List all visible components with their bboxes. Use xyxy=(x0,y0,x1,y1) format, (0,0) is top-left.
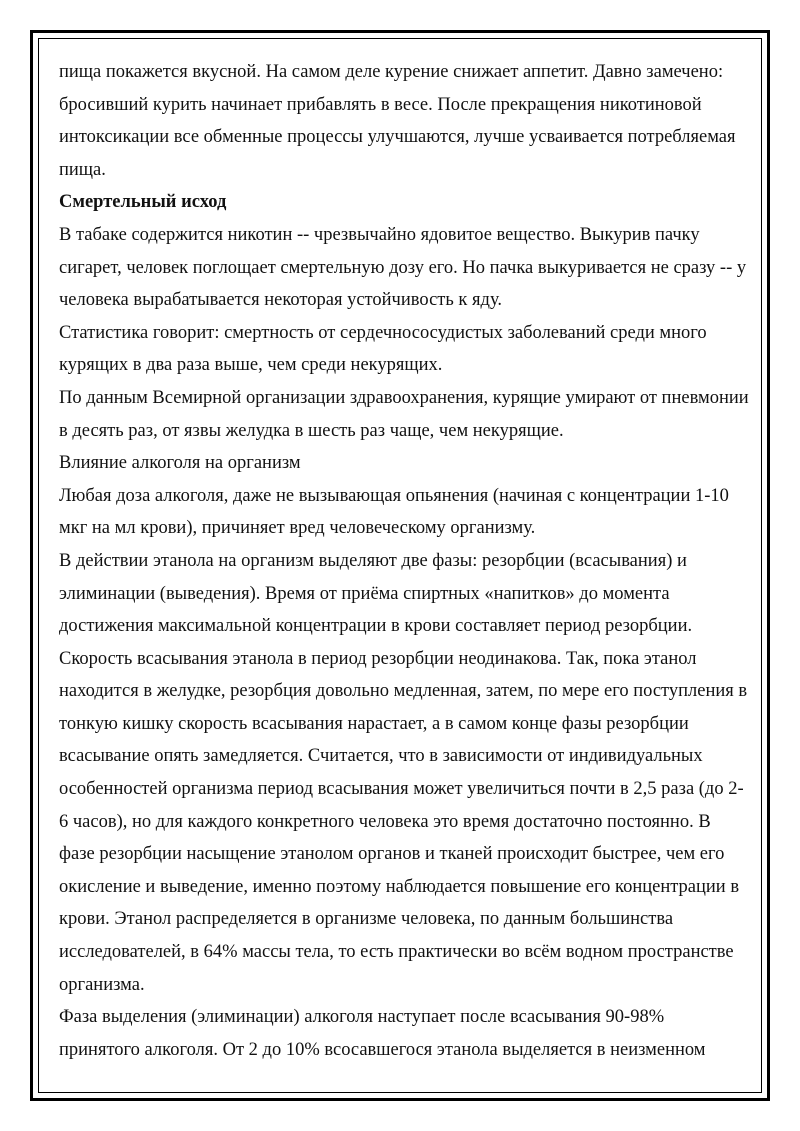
paragraph-appetite: пища покажется вкусной. На самом деле курение снижает аппетит. Давно замечено: бросивший курить начинает прибавлять в весе. После прекращения никотиновой интоксикации все обменные процессы улучшаются, лучше усваивается потребляемая пища. xyxy=(59,62,736,180)
subheading-alcohol-effect: Влияние алкоголя на организм xyxy=(59,453,301,474)
paragraph-any-dose: Любая доза алкоголя, даже не вызывающая опьянения (начиная с концентрации 1-10 мкг на мл крови), причиняет вред человеческому организму. xyxy=(59,485,729,539)
paragraph-nicotine: В табаке содержится никотин -- чрезвычайно ядовитое вещество. Выкурив пачку сигарет, человек поглощает смертельную дозу его. Но пачка выкуривается не сразу -- у человека вырабатывается некоторая устойчивость к яду. xyxy=(59,224,747,311)
paragraph-who-data: По данным Всемирной организации здравоохранения, курящие умирают от пневмонии в десять раз, от язвы желудка в шесть раз чаще, чем некурящие. xyxy=(59,387,749,441)
paragraph-elimination-phase: Фаза выделения (элиминации) алкоголя наступает после всасывания 90-98% принятого алкоголя. От 2 до 10% всосавшегося этанола выделяется в неизменном xyxy=(59,1007,706,1060)
heading-fatal-outcome: Смертельный исход xyxy=(59,192,227,213)
document-body xyxy=(59,56,749,1066)
paragraph-statistics: Статистика говорит: смертность от сердечнососудистых заболеваний среди много курящих в два раза выше, чем среди некурящих. xyxy=(59,322,707,376)
paragraph-ethanol-phases: В действии этанола на организм выделяют две фазы: резорбции (всасывания) и элиминации (выведения). Время от приёма спиртных «напитков» до момента достижения максимальной концентрации в крови составляет период резорбции. Скорость всасывания этанола в период резорбции неодинакова. Так, пока этанол находится в желудке, резорбция довольно медленная, затем, по мере его поступления в тонкую кишку скорость всасывания нарастает, а в самом конце фазы резорбции всасывание опять замедляется. Считается, что в зависимости от индивидуальных особенностей организма период всасывания может увеличиться почти в 2,5 раза (до 2-6 часов), но для каждого конкретного человека это время достаточно постоянно. В фазе резорбции насыщение этанолом органов и тканей происходит быстрее, чем его окисление и выведение, именно поэтому наблюдается повышение его концентрации в крови. Этанол распределяется в организме человека, по данным большинства исследователей, в 64% массы тела, то есть практически во всём водном пространстве организма. xyxy=(59,550,748,995)
